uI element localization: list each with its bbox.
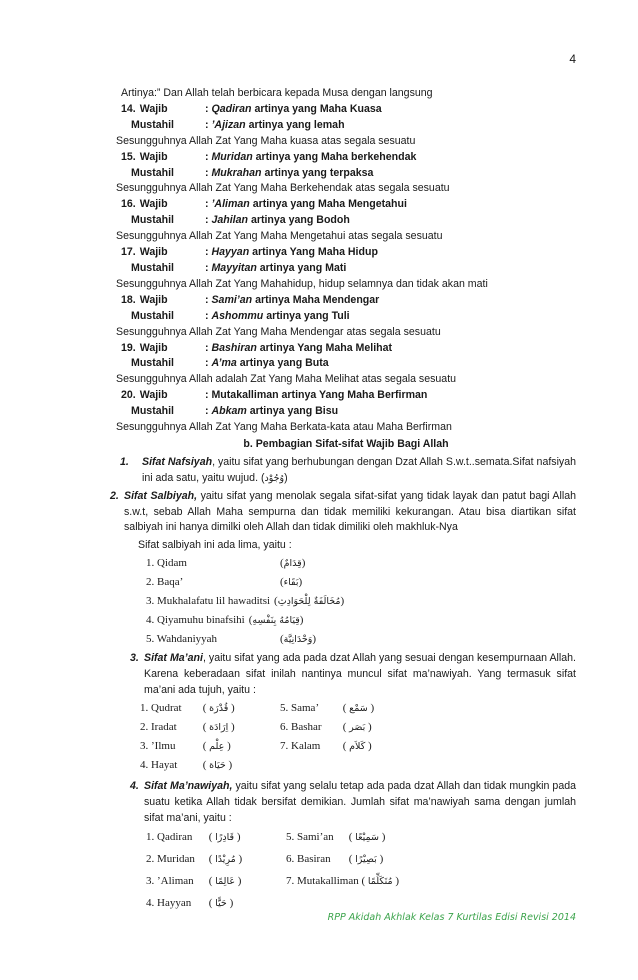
mustahil-row [116,213,576,229]
item-label: 1. Qadiran [146,830,193,843]
pair-number: 16. [121,198,136,211]
sifat-pairs [116,102,576,436]
arabic-text: مُتَكَلِّمًا [367,875,393,887]
pair-number: 20. [121,389,136,402]
section-term: Sifat Nafsiyah [142,455,213,468]
arabic-text: قِيَامُهُ بِنَفْسِهِ [252,614,300,626]
list-item [140,737,576,756]
maani-list [116,699,576,775]
mustahil-word: Jahilan [211,214,248,227]
arabic-text: قِدَامٌ [283,557,302,569]
pair-number: 15. [121,150,136,163]
mustahil-text: : Mayyitan artinya yang Mati [205,261,347,274]
section-tail: ) [284,471,288,484]
section-number: 3. [130,652,139,665]
mustahil-meaning: artinya yang lemah [245,118,345,131]
mustahil-label: Mustahil [131,261,174,274]
right-cell: 7. Kalam ( كَلاَم ) [280,739,372,755]
item-label: 6. Basiran [286,852,331,865]
list-item [146,871,576,893]
summary-line: Sesungguhnya Allah Zat Yang Mahahidup, hidup selamnya dan tidak akan mati [116,277,488,290]
item-label: 2. Baqa’ [146,575,184,588]
left-cell: 3. ’Aliman ( عَالِمًا ) [146,874,286,890]
item-label: 5. Sama’ [280,701,320,714]
mustahil-label: Mustahil [131,357,174,370]
arabic-text: عِلْم [209,740,225,752]
page-content [110,86,577,915]
wajib-text: : Mutakalliman artinya Yang Maha Berfirman [205,389,428,402]
wajib-word: Sami’an [211,293,253,306]
list-item [140,756,576,775]
arabic-text: حَيًّا [215,897,227,909]
mustahil-text: : Mukrahan artinya yang terpaksa [205,166,374,179]
wajib-meaning: artinya yang Maha berkehendak [252,150,417,163]
wajib-row [116,341,576,357]
summary-line: Sesungguhnya Allah Zat Yang Maha kuasa atas segala sesuatu [116,134,416,147]
section-term: Sifat Ma’ani [144,652,203,665]
mustahil-row [116,118,576,134]
section-text: , yaitu sifat yang ada pada dzat Allah yang sesuai dengan kesempurnaan Allah. Karena keberadaan sifat inilah nantinya muncul sifat ma’nawiyah. Yang termasuk sifat ma’ani ada tujuh, yaitu : [144,652,576,697]
mustahil-text: : ’Ajizan artinya yang lemah [205,118,345,131]
arabic-text: مُخَالَفَةٌ لِلْحَوَادِثِ [277,595,341,607]
section-term: Sifat Salbiyah, [124,489,198,502]
arabic-text: بَقَاء [283,576,299,588]
item-label: 3. Mukhalafatu lil hawaditsi [146,594,271,607]
summary-line: Sesungguhnya Allah Zat Yang Maha Berkehendak atas segala sesuatu [116,182,450,195]
mustahil-word: Abkam [211,405,247,418]
list-item: 1. Qidam ( قِدَامٌ ) [146,554,576,573]
wajib-word: ’Aliman [211,198,250,211]
section-salbiyah [110,489,576,537]
wajib-row [116,150,576,166]
wajib-row [116,102,576,118]
wajib-text: : Hayyan artinya Yang Maha Hidup [205,246,378,259]
wajib-label [121,197,205,213]
wajib-row [116,245,576,261]
list-item: 2. Baqa’ ( بَقَاء ) [146,573,576,592]
mustahil-word: Mayyitan [211,261,257,274]
mustahil-label: Mustahil [131,166,174,179]
mustahil-row [116,166,576,182]
item-label: 7. Mutakalliman [286,874,359,887]
wajib-meaning: artinya Yang Maha Melihat [256,341,393,354]
wajib-label [121,388,205,404]
mustahil-row [116,404,576,420]
mustahil-meaning: artinya yang Mati [256,261,347,274]
arabic-text: حَيَاة [209,759,226,771]
left-cell: 4. Hayat ( حَيَاة ) [140,758,280,774]
item-label: 3. ’Aliman [146,874,194,887]
mustahil-word: Mukrahan [211,166,262,179]
item-label: 6. Bashar [280,720,322,733]
list-item [146,827,576,849]
mustahil-text: : Abkam artinya yang Bisu [205,405,339,418]
wajib-word: Bashiran [211,341,257,354]
wajib-meaning: Mutakalliman artinya Yang Maha Berfirman [211,389,428,402]
summary-line: Sesungguhnya Allah Zat Yang Maha Berkata-kata atau Maha Berfirman [116,421,452,434]
wajib-meaning: artinya yang Maha Kuasa [251,102,382,115]
mustahil-row [116,261,576,277]
pair-number: 19. [121,341,136,354]
wajib-label [121,245,205,261]
arabic-text: قُدْرَة [209,702,229,714]
wajib-text: : ’Aliman artinya yang Maha Mengetahui [205,198,407,211]
arabic-text: سَمْع [349,702,368,714]
section-nafsiyah [116,455,576,487]
wajib-label-text: Wajib [139,246,168,259]
wajib-row [116,197,576,213]
list-item: 4. Qiyamuhu binafsihi ( قِيَامُهُ بِنَفْسِهِ ) [146,611,576,630]
arabic-text: بَصِيْرًا [355,853,377,865]
wajib-meaning: artinya Maha Mendengar [252,293,380,306]
wajib-label [121,102,205,118]
item-label: 4. Hayyan [146,896,192,909]
mustahil-meaning: artinya yang Bisu [246,405,339,418]
pair-number: 14. [121,102,136,115]
item-label: 4. Hayat [140,758,178,771]
right-cell: 5. Sama’ ( سَمْع ) [280,701,374,717]
right-cell: 6. Bashar ( بَصَر ) [280,720,372,736]
wajib-label [121,150,205,166]
left-cell: 4. Hayyan ( حَيًّا ) [146,896,286,912]
salbiyah-list [116,554,576,649]
wajib-meaning: artinya yang Maha Mengetahui [249,198,407,211]
manawiyah-list [116,827,576,915]
item-label: 1. Qudrat [140,701,182,714]
mustahil-meaning: artinya yang Tuli [263,309,350,322]
page-number: 4 [569,52,576,66]
section-text: , yaitu sifat yang berhubungan dengan Dzat Allah S.w.t..semata.Sifat nafsiyah ini ada satu, yaitu wujud. ( [142,455,577,484]
wajib-meaning: artinya Yang Maha Hidup [249,246,378,259]
mustahil-word: A’ma [211,357,237,370]
arabic-text: عَالِمًا [215,875,236,887]
wajib-label [121,293,205,309]
left-cell: 2. Muridan ( مُرِيْدًا ) [146,852,286,868]
section-number: 4. [130,780,139,792]
pair-number: 18. [121,293,136,306]
item-label: 1. Qidam [146,556,187,569]
mustahil-word: Ashommu [211,309,264,322]
item-label: 2. Muridan [146,852,195,865]
item-label: 5. Wahdaniyyah [146,632,218,645]
section-maani [116,651,576,699]
mustahil-row [116,309,576,325]
mustahil-text: : A’ma artinya yang Buta [205,357,329,370]
left-cell: 1. Qadiran ( قَادِرًا ) [146,830,286,846]
wajib-label-text: Wajib [139,293,168,306]
mustahil-label: Mustahil [131,214,174,227]
wajib-row [116,388,576,404]
intro-line: Artinya:” Dan Allah telah berbicara kepada Musa dengan langsung [121,87,433,99]
summary-line: Sesungguhnya Allah Zat Yang Maha Mendengar atas segala sesuatu [116,325,441,338]
list-item: 5. Wahdaniyyah ( وَحْدَانِيَّة ) [146,630,576,649]
section-text: yaitu sifat yang selalu tetap ada pada dzat Allah dan tidak mungkin pada suatu ketika Allah tidak bersifat demikian. Jumlah sifat ma’nawiyah sama dengan jumlah sifat ma’ani, yaitu : [144,780,576,824]
right-cell: 5. Sami’an ( سَمِيْعًا ) [286,830,385,846]
footer-text: RPP Akidah Akhlak Kelas 7 Kurtilas Edisi Revisi 2014 [327,912,576,923]
list-item [140,718,576,737]
left-cell: 2. Iradat ( اِرَادَة ) [140,720,280,736]
pair-number: 17. [121,246,136,259]
mustahil-text: : Ashommu artinya yang Tuli [205,309,350,322]
item-label: 2. Iradat [140,720,177,733]
wajib-label-text: Wajib [139,341,168,354]
wajib-text: : Muridan artinya yang Maha berkehendak [205,150,417,163]
list-item [140,699,576,718]
right-cell: 7. Mutakalliman ( مُتَكَلِّمًا ) [286,874,399,890]
item-label: 5. Sami’an [286,830,334,843]
left-cell: 1. Qudrat ( قُدْرَة ) [140,701,280,717]
summary-line: Sesungguhnya Allah Zat Yang Maha Mengetahui atas segala sesuatu [116,230,443,243]
mustahil-meaning: artinya yang Buta [236,357,329,370]
arabic-text: بَصَر [349,721,366,733]
list-item [146,849,576,871]
mustahil-text: : Jahilan artinya yang Bodoh [205,214,350,227]
arabic-text: كَلاَم [349,740,366,752]
wajib-word: Hayyan [211,246,250,259]
arabic-text: وُجُوْد [264,472,285,484]
mustahil-label: Mustahil [131,309,174,322]
left-cell: 3. ’Ilmu ( عِلْم ) [140,739,280,755]
salbiyah-intro: Sifat salbiyah ini ada lima, yaitu : [138,539,292,552]
wajib-label [121,341,205,357]
list-item: 3. Mukhalafatu lil hawaditsi ( مُخَالَفَةٌ لِلْحَوَادِثِ ) [146,592,576,611]
section-number: 2. [110,489,119,502]
section-term: Sifat Ma’nawiyah, [144,780,233,792]
arabic-text: وَحْدَانِيَّة [283,633,313,645]
arabic-text: اِرَادَة [209,721,229,733]
wajib-text: : Bashiran artinya Yang Maha Melihat [205,341,393,354]
wajib-label-text: Wajib [139,389,168,402]
right-cell: 6. Basiran ( بَصِيْرًا ) [286,852,383,868]
item-label: 7. Kalam [280,739,321,752]
section-manawiyah [116,779,576,827]
arabic-text: قَادِرًا [215,831,235,843]
mustahil-row [116,356,576,372]
mustahil-meaning: artinya yang terpaksa [261,166,374,179]
item-label: 4. Qiyamuhu binafsihi [146,613,245,626]
arabic-text: مُرِيْدًا [215,853,236,865]
wajib-row [116,293,576,309]
wajib-word: Qadiran [211,102,252,115]
mustahil-meaning: artinya yang Bodoh [248,214,350,227]
mustahil-word: ’Ajizan [211,118,246,131]
wajib-text: : Qadiran artinya yang Maha Kuasa [205,102,382,115]
section-number: 1. [120,455,129,468]
wajib-label-text: Wajib [139,102,168,115]
wajib-label-text: Wajib [139,198,168,211]
item-label: 3. ’Ilmu [140,739,176,752]
arabic-text: سَمِيْعًا [355,831,379,843]
section-text: yaitu sifat yang menolak segala sifat-sifat yang tidak layak dan patut bagi Allah s.w.t, sebab Allah Maha sempurna dan tidak memiliki kekurangan. Atau bisa diartikan sifat salbiyah ini hanya dimilki oleh Allah dan tidak dimiliki oleh makhluk-Nya [124,489,576,534]
wajib-text: : Sami’an artinya Maha Mendengar [205,293,380,306]
wajib-label-text: Wajib [139,150,168,163]
summary-line: Sesungguhnya Allah adalah Zat Yang Maha Melihat atas segala sesuatu [116,373,457,386]
mustahil-label: Mustahil [131,118,174,131]
section-heading: b. Pembagian Sifat-sifat Wajib Bagi Allah [243,437,449,450]
mustahil-label: Mustahil [131,405,174,418]
wajib-word: Muridan [211,150,253,163]
